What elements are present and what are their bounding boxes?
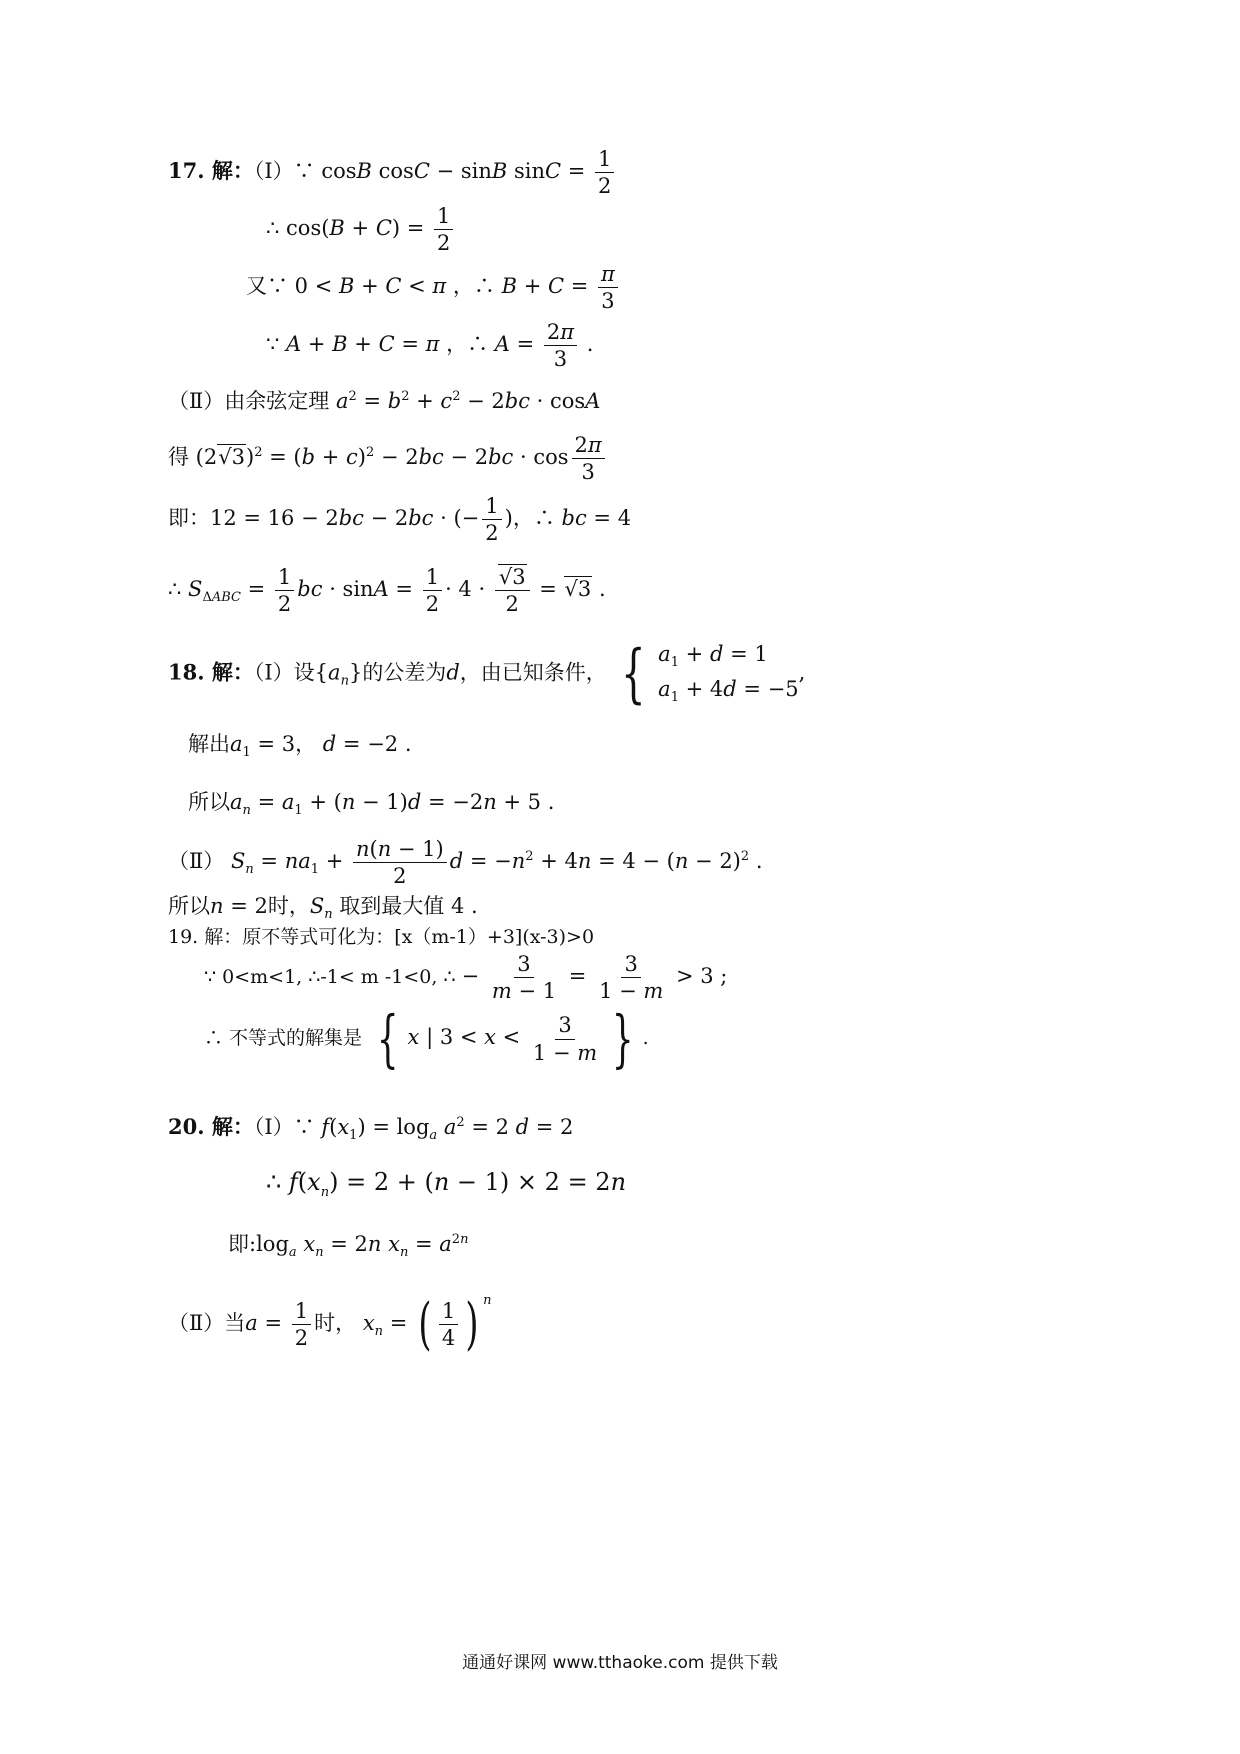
p17-heading: 17. 解：: [168, 158, 254, 184]
p17-line8: ∴ $S_{\Delta ABC}$ = $\frac{1}{2}$ bc · sinA = $\frac{1}{2}$ · 4 · $\frac{√3}{2}$ = √3 .: [168, 565, 606, 617]
p19-ineq: [x（m-1）+3](x-3)>0: [394, 926, 595, 948]
p18-conclusion-a: 所以: [168, 894, 210, 918]
p20-line4: （Ⅱ）当a = $\frac{1}{2}$ 时， $x_n$ = ( $\frac{1}{4}$ ) $^n$: [168, 1291, 492, 1357]
p17-you: 又: [246, 274, 267, 299]
p20-line3: 即$:\log_a$ $x_n = 2n$ $x_n = a^{2n}$: [228, 1232, 469, 1261]
p19-therefore: ∴ 不等式的解集是: [204, 1027, 363, 1049]
p19-because: ∵ 0<m<1, ∴-1< m -1<0, ∴: [204, 966, 456, 989]
p20-part1-label: （Ⅰ）: [253, 1115, 294, 1139]
p18-line4: （Ⅱ） $S_n = na_1$ + $\frac{n(n - 1)}{2}$ $d = -n^2 + 4n = 4 - (n - 2)^2$ .: [168, 837, 763, 889]
p18-line5: 所以n = 2时，$S_n$ 取到最大值 4 .: [168, 894, 478, 923]
p17-ji: 即：: [168, 506, 210, 531]
p18-line3: 所以$a_n = a_1 + (n - 1)d = -2n + 5$ .: [188, 790, 555, 819]
page-footer: 通通好课网 www.tthaoke.com 提供下载: [462, 1653, 778, 1673]
p17-part2-label: （Ⅱ）由余弦定理: [168, 389, 330, 413]
p18-conclusion-c: 取到最大值: [339, 894, 445, 918]
p20-shi: 时，: [314, 1311, 357, 1335]
p19-line3: ∴ 不等式的解集是 { x | 3 < x < $\frac{3}{1 - m}$ } .: [204, 1002, 649, 1075]
p20-heading: 20. 解：: [168, 1114, 254, 1139]
p17-line5: （Ⅱ）由余弦定理 $a^2 = b^2 + c^2 - 2bc \cdot \cos A$: [168, 389, 601, 413]
p18-heading: 18. 解：: [168, 659, 254, 685]
p19-heading: 19. 解：原不等式可化为：: [168, 926, 395, 948]
p18-system: { $a_1 + d = 1$ $a_1 + 4d = -5$: [621, 637, 799, 711]
p18-solve: 解出: [188, 732, 230, 756]
p17-line4: ∵ A + B + C = π ，∴ A = $\frac{2\pi}{3}$ .: [266, 320, 594, 372]
p18-line1: 18. 解：（Ⅰ）设$\{a_n\}$的公差为d，由已知条件， { $a_1 + d = 1$ $a_1 + 4d = -5$ ,: [168, 637, 806, 711]
p17-line2: ∴ cos(B + C) = $\frac{1}{2}$: [266, 205, 456, 254]
p18-part1-text: （Ⅰ）设: [253, 660, 315, 685]
p20-line1: 20. 解：（Ⅰ）∵ $f(x_1) = \log_a a^2 = 2$ d = 2: [168, 1114, 574, 1144]
p17-de: 得: [168, 445, 189, 470]
p17-part1-label: （Ⅰ）: [253, 159, 294, 184]
p20-line2: ∴ $f(x_n) = 2 + (n - 1) \times 2 = 2n$: [266, 1168, 627, 1200]
p19-line2: ∵ 0<m<1, ∴-1< m -1<0, ∴ − $\frac{3}{m - 1}$ = $\frac{3}{1 - m}$ > 3 ;: [204, 952, 728, 1004]
p18-suoyi: 所以: [188, 790, 230, 814]
p17-line3: 又∵ 0 < B + C < π ，∴ B + C = $\frac{\pi}{3}$: [246, 263, 621, 312]
p20-part2-label: （Ⅱ）当: [168, 1311, 246, 1335]
p17-line1: 17. 解：（Ⅰ）∵ cosB cosC − sinB sinC = $\frac{1}{2}$: [168, 148, 617, 197]
p17-line7: 即：12 = 16 − 2bc − 2bc · (− $\frac{1}{2}$ )，∴ bc = 4: [168, 494, 632, 546]
p17-line6: 得 $(2√3)^2 = (b + c)^2 - 2bc - 2bc \cdot \cos$ $\frac{2\pi}{3}$: [168, 434, 608, 483]
p20-ji: 即:: [228, 1232, 257, 1256]
p18-part1-cond: ，由已知条件，: [459, 660, 607, 685]
p18-line2: 解出$a_1 = 3$， d = −2 .: [188, 732, 412, 761]
p18-part1-mid: 的公差为: [362, 660, 447, 685]
p18-part2-label: （Ⅱ）: [168, 849, 225, 874]
p19-line1: [168, 928, 594, 947]
p18-conclusion-b: 时，: [267, 894, 310, 918]
